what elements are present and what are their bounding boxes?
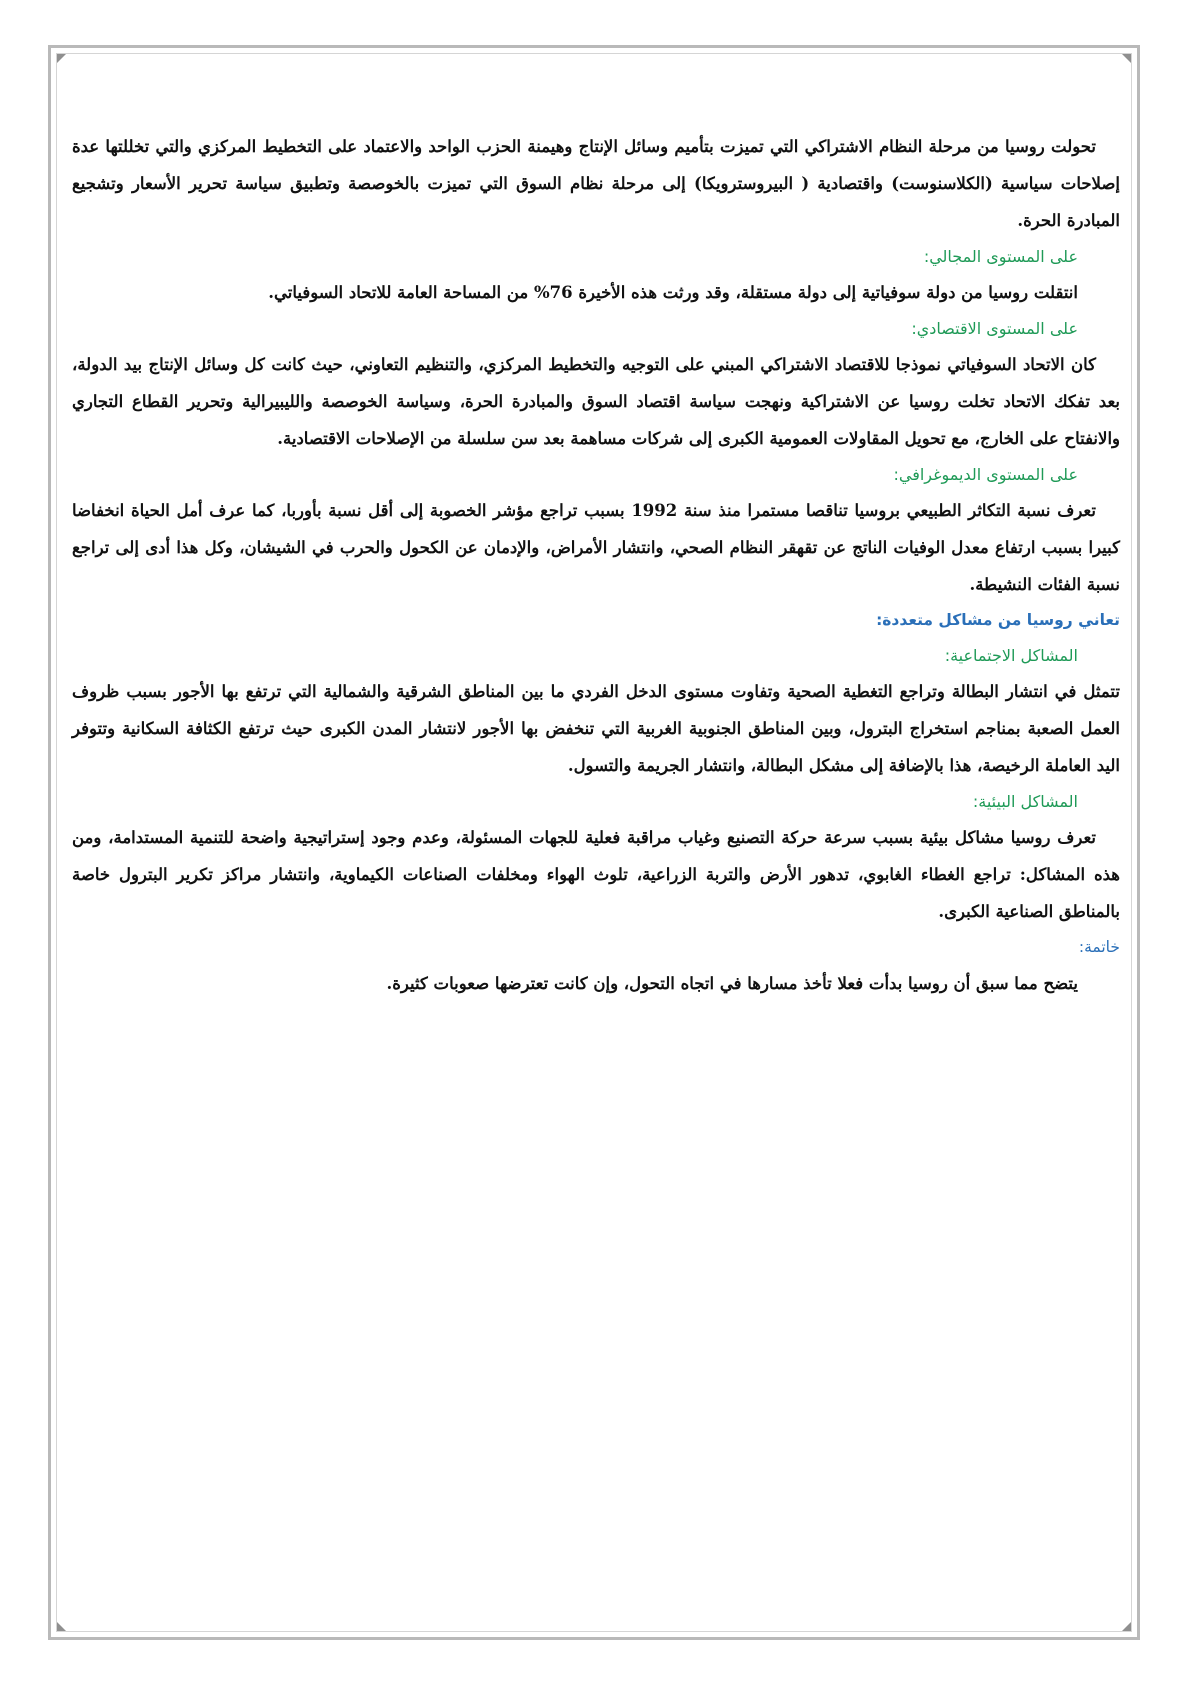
document-body [72,128,1120,1002]
corner-ornament-icon [1122,54,1131,63]
economic-heading: على المستوى الاقتصادي: [911,319,1078,338]
corner-ornament-icon [1122,1622,1131,1631]
intro-paragraph: تحولت روسيا من مرحلة النظام الاشتراكي التي تميزت بتأميم وسائل الإنتاج وهيمنة الحزب الواحد والاعتماد على التخطيط المركزي والتي تخللتها عدة إصلاحات سياسية (الكلاسنوست) واقتصادية ( البيروسترويكا) إلى مرحلة نظام السوق التي تميزت بالخوصصة وتطبيق سياسة تحرير الأسعار وتشجيع المبادرة الحرة. [72,137,1120,230]
social-heading: المشاكل الاجتماعية: [944,646,1078,665]
conclusion-heading: خاتمة: [1078,938,1120,956]
spatial-heading: على المستوى المجالي: [923,247,1078,266]
corner-ornament-icon [57,1622,66,1631]
environmental-heading: المشاكل البيئية: [972,792,1078,811]
economic-paragraph: كان الاتحاد السوفياتي نموذجا للاقتصاد الاشتراكي المبني على التوجيه والتخطيط المركزي، والتنظيم التعاوني، حيث كانت كل وسائل الإنتاج بيد الدولة، بعد تفكك الاتحاد تخلت روسيا عن الاشتراكية ونهجت سياسة اقتصاد السوق والمبادرة الحرة، وسياسة الخوصصة والليبيرالية وتحرير القطاع التجاري والانفتاح على الخارج، مع تحويل المقاولات العمومية الكبرى إلى شركات مساهمة بعد سن سلسلة من الإصلاحات الاقتصادية. [72,355,1120,448]
conclusion-paragraph: يتضح مما سبق أن روسيا بدأت فعلا تأخذ مسارها في اتجاه التحول، وإن كانت تعترضها صعوبات كثيرة. [386,974,1078,993]
problems-heading: تعاني روسيا من مشاكل متعددة: [876,611,1120,629]
spatial-paragraph: انتقلت روسيا من دولة سوفياتية إلى دولة مستقلة، وقد ورثت هذه الأخيرة 76% من المساحة العامة للاتحاد السوفياتي. [268,283,1078,302]
demographic-heading: على المستوى الديموغرافي: [893,465,1078,484]
demographic-paragraph: تعرف نسبة التكاثر الطبيعي بروسيا تناقصا مستمرا منذ سنة 1992 بسبب تراجع مؤشر الخصوبة إلى أقل نسبة بأوربا، كما عرف أمل الحياة انخفاضا كبيرا بسبب ارتفاع معدل الوفيات الناتج عن تقهقر النظام الصحي، وانتشار الأمراض، والإدمان عن الكحول والحرب في الشيشان، وكل هذا أدى إلى تراجع نسبة الفئات النشيطة. [72,501,1120,594]
corner-ornament-icon [57,54,66,63]
social-paragraph: تتمثل في انتشار البطالة وتراجع التغطية الصحية وتفاوت مستوى الدخل الفردي ما بين المناطق الشرقية والشمالية التي ترتفع بها الأجور بسبب ظروف العمل الصعبة بمناجم استخراج البترول، وبين المناطق الجنوبية الغربية التي تنخفض بها الأجور لانتشار المدن الكبرى حيث ترتفع الكثافة السكانية وتتوفر اليد العاملة الرخيصة، هذا بالإضافة إلى مشكل البطالة، وانتشار الجريمة والتسول. [72,682,1120,775]
environmental-paragraph: تعرف روسيا مشاكل بيئية بسبب سرعة حركة التصنيع وغياب مراقبة فعلية للجهات المسئولة، وعدم وجود إستراتيجية واضحة للتنمية المستدامة، ومن هذه المشاكل: تراجع الغطاء الغابوي، تدهور الأرض والتربة الزراعية، تلوث الهواء ومخلفات الصناعات الكيماوية، وانتشار مراكز تكرير البترول خاصة بالمناطق الصناعية الكبرى. [72,828,1120,921]
